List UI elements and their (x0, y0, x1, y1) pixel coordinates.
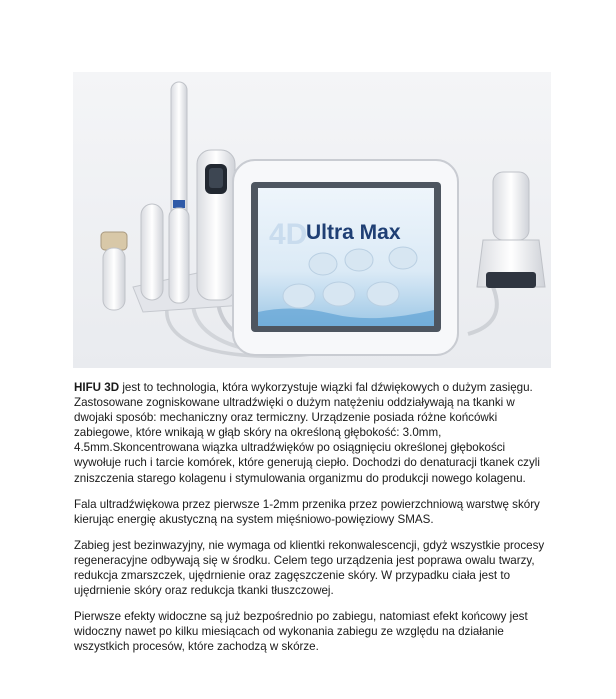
intro-lead: HIFU 3D (74, 381, 120, 394)
probe-small-left (101, 232, 127, 310)
main-unit (233, 160, 458, 355)
product-photo (73, 72, 551, 368)
paragraph-effects: Pierwsze efekty widoczne są już bezpośrednio po zabiegu, natomiast efekt końcowy jest widoczny nawet po kilku miesiącach od wykonania zabiegu ze względu na działanie wszystkich procesów, które zachodzą w skórze. (74, 610, 528, 654)
probe-body-right (477, 172, 545, 288)
paragraph-noninvasive: Zabieg jest bezinwazyjny, nie wymaga od klientki rekonwalescencji, gdyż wszystkie procesy regeneracyjne odbywają się w środku. Celem tego urządzenia jest poprawa owalu twarzy, redukcja zmarszczek, ujędrnienie oraz zagęszczenie skóry. W przypadku ciała jest to ujędrnienie skóry oraz redukcja tkanki tłuszczowej. (74, 538, 545, 598)
screen-badge: 4D (269, 218, 308, 251)
screen-title: Ultra Max (306, 221, 401, 244)
description-text (74, 380, 554, 666)
probe-with-display (197, 150, 235, 300)
hifu-device-illustration (73, 72, 551, 368)
paragraph-intro (74, 380, 554, 486)
probe-rounded (141, 204, 163, 300)
paragraph-wave: Fala ultradźwiękowa przez pierwsze 1-2mm przenika przez powierzchniową warstwę skóry kierując energię akustyczną na system mięśniowo-powięziowy SMAS. (74, 497, 540, 526)
probe-tall-blue-ring (169, 82, 189, 303)
intro-text: jest to technologia, która wykorzystuje wiązki fal dźwiękowych o dużym zasięgu. Zastosowane zogniskowane ultradźwięki o dużym natężeniu oddziaływają na tkanki w dwojaki sposób: mechaniczny oraz termiczny. Urządzenie posiada różne końcówki zabiegowe, które wnikają w głąb skóry na określoną głębokość: 3.0mm, 4.5mm.Skoncentrowana wiązka ultradźwięków po osiągnięciu określonej głębokości wywołuje ruch i tarcie komórek, które generują ciepło. Dochodzi do denaturacji tkanek czyli zniszczenia starego kolagenu i stymulowania organizmu do produkcji nowego kolagenu. (74, 381, 540, 485)
